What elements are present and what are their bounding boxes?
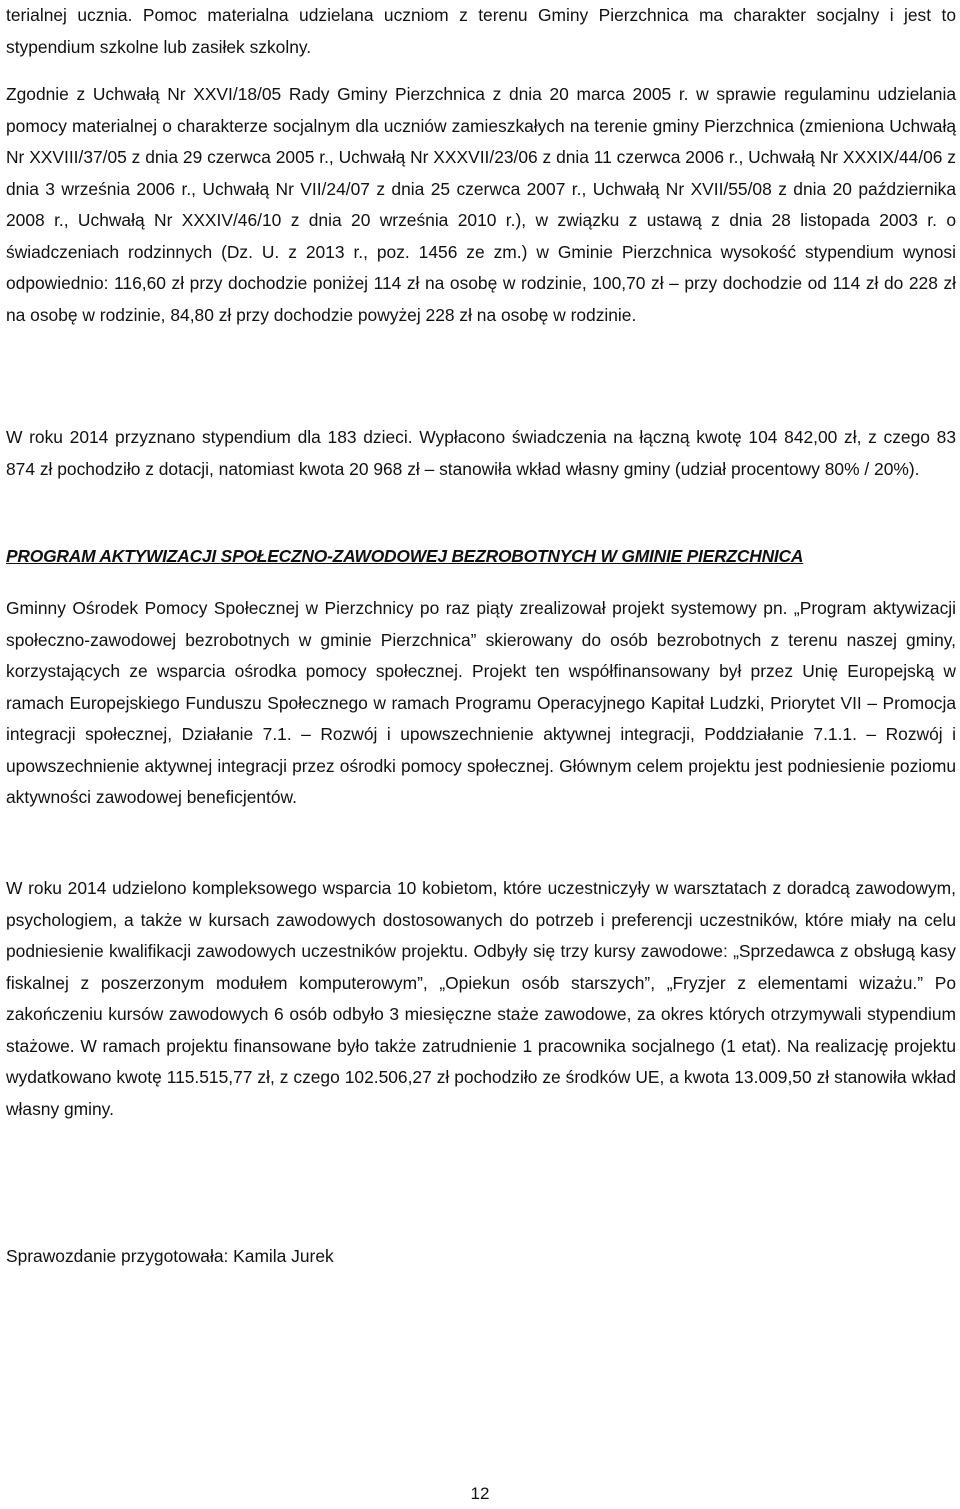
page-number: 12 [470,1484,490,1503]
paragraph-projekt-systemowy: Gminny Ośrodek Pomocy Społecznej w Pierzchnicy po raz piąty zrealizował projekt systemowy pn. „Program aktywizacji społeczno-zawodowej bezrobotnych w gminie Pierzchnica” skierowany do osób bezrobotnych z terenu naszej gminy, korzystających ze wsparcia ośrodka pomocy społecznej. Projekt ten współfinansowany był przez Unię Europejską w ramach Europejskiego Funduszu Społecznego w ramach Programu Operacyjnego Kapitał Ludzki, Priorytet VII – Promocja integracji społecznej, Działanie 7.1. – Rozwój i upowszechnienie aktywnej integracji, Poddziałanie 7.1.1. – Rozwój i upowszechnienie aktywnej integracji przez ośrodki pomocy społecznej. Głównym celem projektu jest podniesienie poziomu aktywności zawodowej beneficjentów. [6,598,956,807]
document-page [6,0,956,1509]
paragraph-stypendium-intro: terialnej ucznia. Pomoc materialna udzielana uczniom z terenu Gminy Pierzchnica ma charakter socjalny i jest to stypendium szkolne lub zasiłek szkolny. [6,5,956,57]
paragraph-stypendium-2014: W roku 2014 przyznano stypendium dla 183 dzieci. Wypłacono świadczenia na łączną kwotę 104 842,00 zł, z czego 83 874 zł pochodziło z dotacji, natomiast kwota 20 968 zł – stanowiła wkład własny gminy (udział procentowy 80% / 20%). [6,427,956,479]
paragraph-wsparcie-2014: W roku 2014 udzielono kompleksowego wsparcia 10 kobietom, które uczestniczyły w warsztatach z doradcą zawodowym, psychologiem, a także w kursach zawodowych dostosowanych do potrzeb i preferencji uczestników, które miały na celu podniesienie kwalifikacji zawodowych uczestników projektu. Odbyły się trzy kursy zawodowe: „Sprzedawca z obsługą kasy fiskalnej z poszerzonym modułem komputerowym”, „Opiekun osób starszych”, „Fryzjer z elementami wizażu.” Po zakończeniu kursów zawodowych 6 osób odbyło 3 miesięczne staże zawodowe, za okres których otrzymywali stypendium stażowe. W ramach projektu finansowane było także zatrudnienie 1 pracownika socjalnego (1 etat). Na realizację projektu wydatkowano kwotę 115.515,77 zł, z czego 102.506,27 zł pochodziło ze środków UE, a kwota 13.009,50 zł stanowiła wkład własny gminy. [6,878,956,1119]
signature-line: Sprawozdanie przygotowała: Kamila Jurek [6,1246,334,1266]
section-heading: PROGRAM AKTYWIZACJI SPOŁECZNO-ZAWODOWEJ BEZROBOTNYCH W GMINIE PIERZCHNICA [6,546,804,566]
paragraph-uchwala: Zgodnie z Uchwałą Nr XXVI/18/05 Rady Gminy Pierzchnica z dnia 20 marca 2005 r. w sprawie regulaminu udzielania pomocy materialnej o charakterze socjalnym dla uczniów zamieszkałych na terenie gminy Pierzchnica (zmieniona Uchwałą Nr XXVIII/37/05 z dnia 29 czerwca 2005 r., Uchwałą Nr XXXVII/23/06 z dnia 11 czerwca 2006 r., Uchwałą Nr XXXIX/44/06 z dnia 3 września 2006 r., Uchwałą Nr VII/24/07 z dnia 25 czerwca 2007 r., Uchwałą Nr XVII/55/08 z dnia 20 października 2008 r., Uchwałą Nr XXXIV/46/10 z dnia 20 września 2010 r.), w związku z ustawą z dnia 28 listopada 2003 r. o świadczeniach rodzinnych (Dz. U. z 2013 r., poz. 1456 ze zm.) w Gminie Pierzchnica wysokość stypendium wynosi odpowiednio: 116,60 zł przy dochodzie poniżej 114 zł na osobę w rodzinie, 100,70 zł – przy dochodzie od 114 zł do 228 zł na osobę w rodzinie, 84,80 zł przy dochodzie powyżej 228 zł na osobę w rodzinie. [6,84,956,325]
